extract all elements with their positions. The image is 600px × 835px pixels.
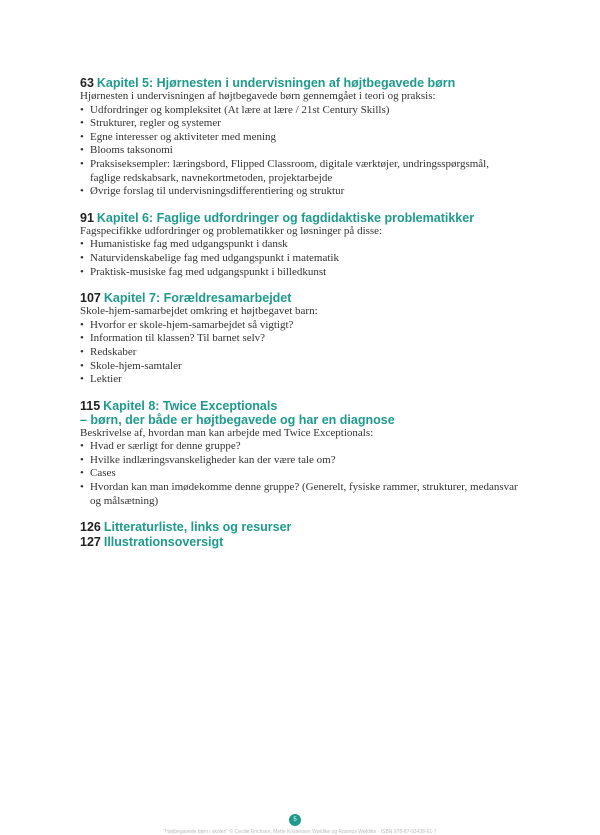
chapter-title: Kapitel 8: Twice Exceptionals — [103, 398, 278, 413]
entry-page-number: 127 — [80, 534, 101, 549]
list-item: • Hvorfor er skole-hjem-samarbejdet så vigtigt? — [80, 319, 520, 333]
chapter-intro: Hjørnesten i undervisningen af højtbegavede børn gennemgået i teori og praksis: — [80, 90, 436, 102]
chapter-heading[interactable] — [80, 76, 520, 90]
list-item: • Lektier — [80, 373, 520, 387]
chapter-topic-list — [80, 104, 520, 199]
chapter-subtitle: – børn, der både er højtbegavede og har en diagnose — [80, 412, 395, 427]
chapter-title: Kapitel 5: Hjørnesten i undervisningen af højtbegavede børn — [96, 76, 456, 90]
list-item: • Hvilke indlæringsvanskeligheder kan der være tale om? — [80, 454, 520, 468]
list-item: • Praksiseksempler: læringsbord, Flipped Classroom, digitale værktøjer, undringsspørgsmål, faglige redskabsark, navnekortmetoden, projektarbejde — [80, 158, 520, 185]
toc-entry[interactable] — [80, 535, 520, 550]
chapter-heading[interactable] — [80, 291, 520, 305]
list-item: • Strukturer, regler og systemer — [80, 117, 520, 131]
chapter-page-number: 107 — [80, 291, 101, 306]
entry-title: Litteraturliste, links og resurser — [103, 520, 292, 535]
chapter-entry — [80, 211, 520, 279]
chapter-intro: Skole-hjem-samarbejdet omkring et højtbegavet barn: — [80, 305, 318, 318]
page-number-badge: 5 — [289, 814, 301, 826]
chapter-entry — [80, 399, 520, 509]
chapter-heading[interactable] — [80, 399, 520, 427]
list-item: • Skole-hjem-samtaler — [80, 360, 520, 374]
chapter-heading[interactable] — [80, 211, 520, 225]
chapter-intro: Fagspecifikke udfordringer og problematikker og løsninger på disse: — [80, 224, 383, 237]
chapter-intro: Beskrivelse af, hvordan man kan arbejde med Twice Exceptionals: — [80, 426, 374, 439]
list-item: • Hvordan kan man imødekomme denne gruppe? (Generelt, fysiske rammer, strukturer, medansvar og målsætning) — [80, 481, 520, 508]
chapter-page-number: 115 — [80, 398, 101, 413]
list-item: • Redskaber — [80, 346, 520, 360]
toc-entry[interactable] — [80, 520, 520, 535]
chapter-topic-list — [80, 319, 520, 387]
list-item: • Praktisk-musiske fag med udgangspunkt i billedkunst — [80, 266, 520, 280]
list-item: • Hvad er særligt for denne gruppe? — [80, 440, 520, 454]
list-item: • Naturvidenskabelige fag med udgangspunkt i matematik — [80, 252, 520, 266]
list-item: • Cases — [80, 467, 520, 481]
chapter-entry — [80, 291, 520, 387]
entry-title: Illustrationsoversigt — [103, 534, 224, 549]
chapter-page-number: 63 — [80, 76, 94, 90]
table-of-contents — [80, 76, 520, 549]
chapter-topic-list — [80, 238, 520, 279]
chapter-entry — [80, 76, 520, 199]
chapter-page-number: 91 — [80, 210, 94, 225]
chapter-list — [80, 76, 520, 508]
extras-list — [80, 520, 520, 549]
entry-page-number: 126 — [80, 520, 101, 535]
chapter-topic-list — [80, 440, 520, 508]
list-item: • Egne interesser og aktiviteter med mening — [80, 131, 520, 145]
chapter-title: Kapitel 7: Forældresamarbejdet — [103, 291, 292, 306]
list-item: • Blooms taksonomi — [80, 144, 520, 158]
list-item: • Information til klassen? Til barnet selv? — [80, 332, 520, 346]
footer-credit: "Højtbegavede børn i skolen" © Cecilie Erichsen, Mette Kristensen Wøldike og Rasmus Wøldike · ISBN 978-87-93438-61-7 — [163, 829, 437, 835]
chapter-title: Kapitel 6: Faglige udfordringer og fagdidaktiske problematikker — [96, 210, 475, 225]
list-item: • Humanistiske fag med udgangspunkt i dansk — [80, 238, 520, 252]
list-item: • Udfordringer og kompleksitet (At lære at lære / 21st Century Skills) — [80, 104, 520, 118]
list-item: • Øvrige forslag til undervisningsdifferentiering og struktur — [80, 185, 520, 199]
